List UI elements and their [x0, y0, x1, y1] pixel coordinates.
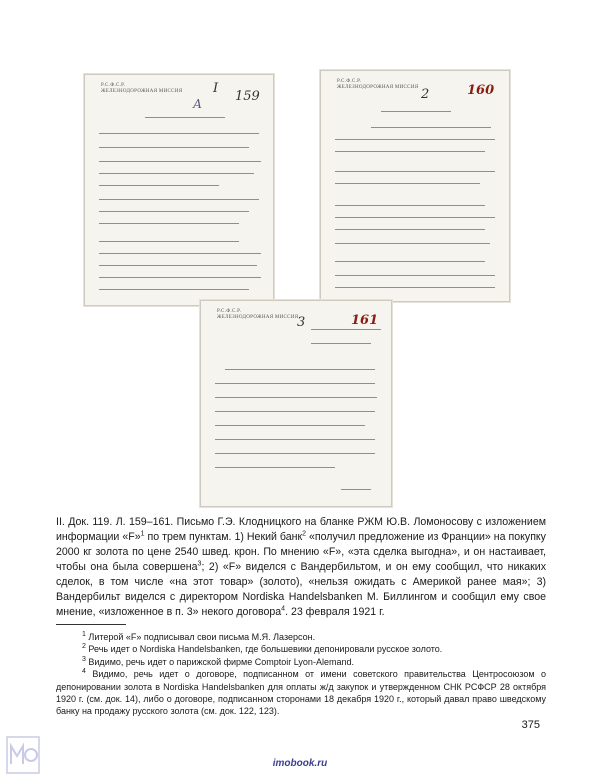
handwriting-line — [99, 211, 249, 212]
handwriting-line — [335, 151, 485, 152]
archive-scan-bottom — [200, 300, 392, 507]
handwriting-line — [99, 147, 249, 148]
caption-text: ; 2) «F» виделся с Вандербильтом, и он ему сообщил, что никаких сделок, в том числе «на этот товар» (золото), «нельзя ожидать с Америкой ранее мая»; 3) Вандербильт виделся с директором Nordiska Handelsbanken M. Биллингом и сообщил ему свое мнение, «изложенное в п. 3» некого договора — [56, 561, 546, 618]
footnote-text: Видимо, речь идет о договоре, подписанном от имени советского правительства Центросоюзом о депонировании золота в Nordiska Handelsbanken для оплаты ж/д закупок и утвержденном СНК РСФСР 28 октября 1920 г. (см. док. 14), либо о договоре, подписанном сторонами 18 декабря 1920 г., который давал право шведскому банку на продажу русского золота (см. док. 122, 123). — [56, 669, 546, 717]
handwriting-line — [215, 439, 375, 440]
handwriting-line — [99, 223, 239, 224]
archive-scan-left — [84, 74, 274, 306]
handwriting-line — [215, 383, 375, 384]
handwriting-line — [311, 329, 381, 330]
footnote-number: 1 — [82, 631, 86, 638]
footnote-number: 2 — [82, 643, 86, 651]
footnote-text: Речь идет о Nordiska Handelsbanken, где большевики депонировали русское золото. — [85, 644, 443, 655]
handwriting-line — [335, 275, 495, 276]
sheet-number: 161 — [351, 313, 379, 328]
letterhead-org: ЖЕЛЕЗНОДОРОЖНАЯ МИССИЯ — [217, 315, 299, 320]
handwriting-line — [335, 139, 495, 140]
handwriting-line — [99, 133, 259, 134]
handwriting-line — [215, 411, 375, 412]
letterhead — [217, 309, 298, 321]
footnote-text: Литерой «F» подписывал свои письма М.Я. Лазерсон. — [85, 632, 316, 642]
letterhead-org: ЖЕЛЕЗНОДОРОЖНАЯ МИССИЯ — [337, 85, 419, 90]
footnote-ref[interactable]: 2 — [302, 530, 307, 538]
footnote-divider — [56, 624, 126, 625]
letterhead — [101, 83, 182, 95]
handwriting-line — [335, 287, 495, 288]
handwriting-line — [335, 205, 485, 206]
sheet-number: 159 — [235, 89, 260, 104]
footnote — [56, 631, 546, 643]
handwriting-line — [99, 161, 261, 162]
handwriting-line — [99, 289, 249, 290]
handwriting-line — [335, 261, 485, 262]
handwriting-line — [99, 253, 261, 254]
footnote-number: 4 — [82, 668, 86, 676]
handwriting-line — [99, 173, 254, 174]
footnote — [56, 668, 546, 718]
footnote-ref[interactable]: 1 — [140, 530, 145, 538]
footnote-number: 3 — [82, 655, 86, 663]
letterhead-org: ЖЕЛЕЗНОДОРОЖНАЯ МИССИЯ — [101, 89, 183, 94]
sheet-number: 160 — [467, 83, 495, 98]
handwriting-line — [335, 171, 495, 172]
handwriting-line — [311, 343, 371, 344]
figure-caption — [56, 515, 546, 620]
footnote — [56, 643, 546, 655]
handwriting-line — [335, 243, 490, 244]
footnote-ref[interactable]: 3 — [197, 560, 202, 568]
caption-text: II. Док. 119. Л. 159–161. Письмо Г.Э. Клодницкого на бланке РЖМ Ю.В. Ломоносову с изложением информации «F» — [56, 516, 546, 543]
footnote — [56, 656, 546, 668]
handwriting-line — [215, 467, 335, 468]
handwriting-line — [225, 369, 375, 370]
footnote-text: Видимо, речь идет о парижской фирме Comptoir Lyon-Alemand. — [85, 656, 354, 667]
handwriting-line — [371, 127, 491, 128]
handwriting-line — [215, 425, 365, 426]
footnotes — [56, 631, 546, 718]
handwriting-line — [145, 117, 225, 118]
caption-text: по трем пунктам. 1) Некий банк — [144, 531, 303, 543]
footnote-ref[interactable]: 4 — [281, 605, 286, 613]
page-mark: 2 — [421, 87, 430, 102]
handwriting-line — [99, 265, 257, 266]
handwriting-line — [335, 217, 495, 218]
page-mark: I — [213, 81, 219, 96]
pencil-mark: А — [193, 97, 203, 111]
handwriting-line — [381, 111, 451, 112]
handwriting-line — [99, 277, 261, 278]
handwriting-line — [99, 185, 219, 186]
letterhead-country: Р.С.Ф.С.Р. — [217, 309, 242, 314]
handwriting-line — [335, 183, 480, 184]
page-number: 375 — [521, 719, 540, 731]
handwriting-line — [99, 241, 239, 242]
handwriting-line — [215, 397, 377, 398]
handwriting-line — [99, 199, 259, 200]
handwriting-line — [215, 453, 375, 454]
letterhead-country: Р.С.Ф.С.Р. — [101, 83, 126, 88]
handwriting-line — [335, 229, 485, 230]
handwriting-line — [341, 489, 371, 490]
caption-text: . 23 февраля 1921 г. — [285, 606, 385, 618]
page-mark: 3 — [297, 315, 306, 330]
letterhead-country: Р.С.Ф.С.Р. — [337, 79, 362, 84]
archive-scan-right — [320, 70, 510, 302]
letterhead — [337, 79, 418, 91]
caption-text: «получил предложение из Франции» на покупку 2000 кг золота по цене 2540 швед. крон. По мнению «F», «эта сделка выгодна», и он настаивает, чтобы она была совершена — [56, 531, 546, 573]
website-link[interactable]: imobook.ru — [272, 758, 328, 769]
